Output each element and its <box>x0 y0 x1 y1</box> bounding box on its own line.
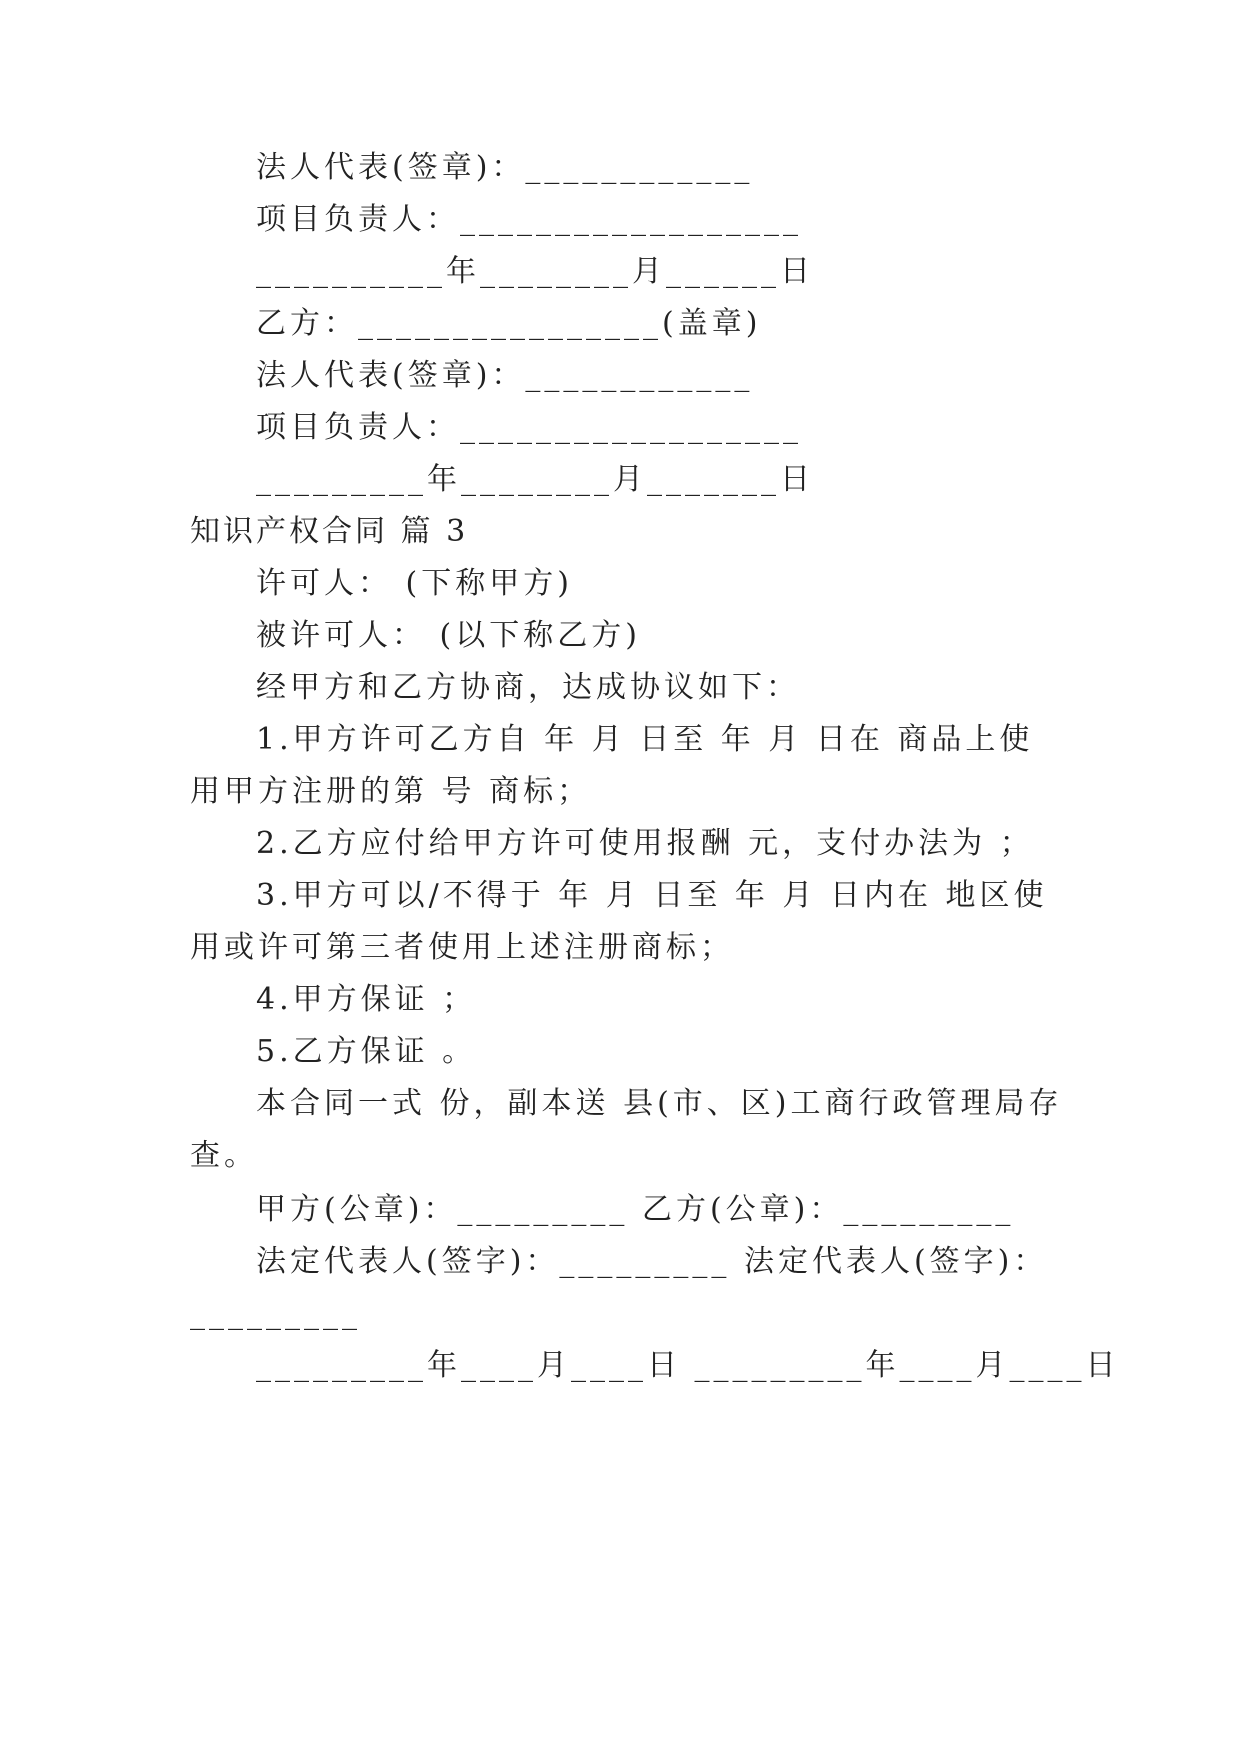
clause-2: 2.乙方应付给甲方许可使用报酬 元，支付办法为 ； <box>256 826 1034 861</box>
clause-3-line-1: 3.甲方可以/不得于 年 月 日至 年 月 日内在 地区使 <box>256 878 1048 913</box>
licensee-line: 被许可人： (以下称乙方) <box>256 618 641 653</box>
clause-5: 5.乙方保证 。 <box>256 1034 477 1069</box>
legal-rep-signature-blank: _________ <box>190 1296 361 1331</box>
section-heading: 知识产权合同 篇 3 <box>190 514 469 549</box>
signing-date-line: _________年____月____日 _________年____月____日 <box>256 1348 1120 1383</box>
party-b-project-lead-line: 项目负责人：__________________ <box>256 410 802 445</box>
party-b-legal-rep-signature-line: 法人代表(签章)：____________ <box>256 358 754 393</box>
copies-clause-line-1: 本合同一式 份，副本送 县(市、区)工商行政管理局存 <box>256 1086 1063 1121</box>
clause-1-line-2: 用甲方注册的第 号 商标； <box>190 774 592 809</box>
clause-4: 4.甲方保证 ； <box>256 982 477 1017</box>
copies-clause-line-2: 查。 <box>190 1138 258 1173</box>
legal-rep-signature-line: 法定代表人(签字)：_________ 法定代表人(签字)： <box>256 1244 1048 1279</box>
party-b-seal-line: 乙方：________________(盖章) <box>256 306 762 341</box>
clause-3-line-2: 用或许可第三者使用上述注册商标； <box>190 930 734 965</box>
party-a-project-lead-line: 项目负责人：__________________ <box>256 202 802 237</box>
party-a-date-line: __________年________月______日 <box>256 254 814 289</box>
agreement-intro: 经甲方和乙方协商，达成协议如下： <box>256 670 800 705</box>
seal-line: 甲方(公章)：_________ 乙方(公章)：_________ <box>256 1192 1015 1227</box>
licensor-line: 许可人： (下称甲方) <box>256 566 573 601</box>
party-a-legal-rep-signature-line: 法人代表(签章)：____________ <box>256 150 754 185</box>
party-b-date-line: _________年________月_______日 <box>256 462 814 497</box>
clause-1-line-1: 1.甲方许可乙方自 年 月 日至 年 月 日在 商品上使 <box>256 722 1034 757</box>
